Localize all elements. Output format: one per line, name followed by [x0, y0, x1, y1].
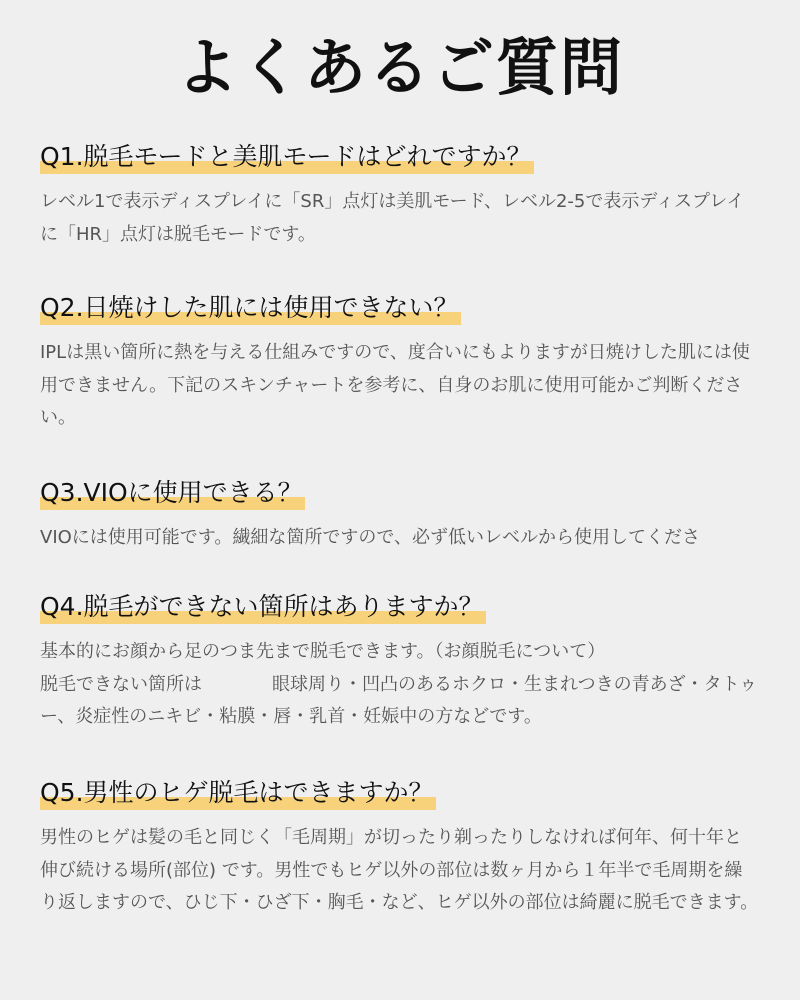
faq-item-5 [40, 776, 760, 920]
question-heading: Q5.男性のヒゲ脱毛はできますか？ [40, 776, 436, 810]
answer-text: レベル1で表示ディスプレイに「SR」点灯は美肌モード、レベル2-5で表示ディスプレイに「HR」点灯は脱毛モードです。 [40, 191, 745, 245]
question-heading: Q4.脱毛ができない箇所はありますか？ [40, 590, 486, 624]
faq-item-4 [40, 590, 760, 734]
question-heading: Q3.VIOに使用できる？ [40, 476, 305, 510]
faq-item-2 [40, 291, 760, 435]
page-title: よくあるご質問 [175, 31, 624, 104]
answer-text [40, 636, 760, 734]
answer-line [40, 669, 760, 734]
answer-label: 脱毛できない箇所は [40, 673, 202, 695]
question-heading: Q1.脱毛モードと美肌モードはどれですか？ [40, 140, 534, 174]
answer-text: IPLは黒い箇所に熱を与える仕組みですので、度合いにもよりますが日焼けした肌には使用できません。下記のスキンチャートを参考に、自身のお肌に使用可能かご判断ください。 [40, 342, 750, 428]
answer-text: VIOには使用可能です。繊細な箇所ですので、必ず低いレベルから使用してくださ [40, 527, 700, 548]
answer-text: 男性のヒゲは髪の毛と同じく「毛周期」が切ったり剃ったりしなければ何年、何十年と 伸び続ける場所(部位) です。男性でもヒゲ以外の部位は数ヶ月から１年半で毛周期を繰り返しますので、ひじ下・ひざ下・胸毛・など、ヒゲ以外の部位は綺麗に脱毛できます。 [40, 827, 759, 913]
faq-item-1 [40, 140, 760, 251]
question-heading: Q2.日焼けした肌には使用できない？ [40, 291, 461, 325]
faq-item-3 [40, 476, 760, 555]
answer-detail: 眼球周り・凹凸のあるホクロ・生まれつきの青あざ・タトゥー、炎症性のニキビ・粘膜・唇・乳首・妊娠中の方などです。 [40, 673, 758, 727]
answer-line: 基本的にお顔から足のつま先まで脱毛できます。（お顔脱毛について） [40, 641, 606, 662]
